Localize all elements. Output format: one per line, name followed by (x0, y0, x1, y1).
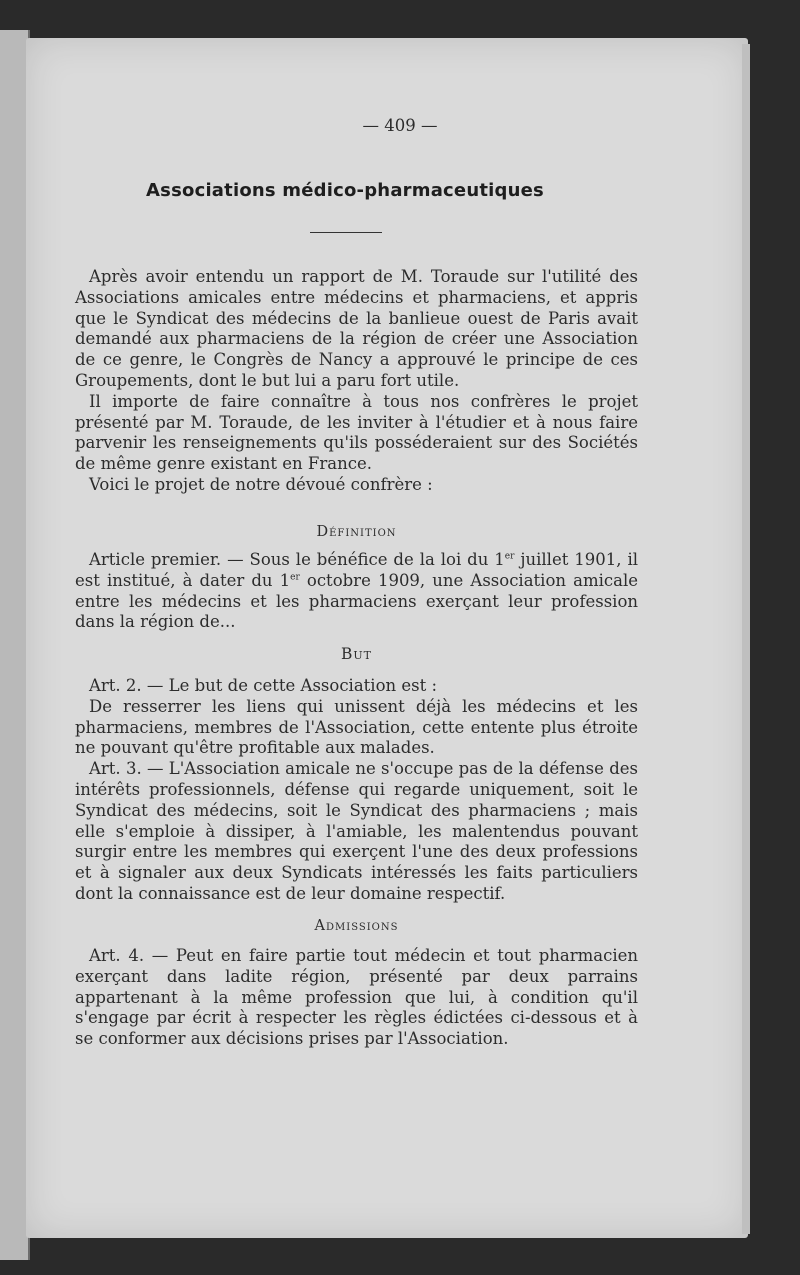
intro-paragraph-2: Il importe de faire connaître à tous nos confrères le projet présenté par M. Toraude, de les inviter à l'étudier et à nous faire parvenir les renseignements qu'ils posséderaient sur des Sociétés de même genre existant en France. (75, 391, 638, 474)
page-number: — 409 — (362, 116, 438, 135)
article-title: Associations médico-pharmaceutiques (146, 180, 544, 201)
article-1-part-c: octobre 1909, une Association amicale entre les médecins et les pharmaciens exerçant leur profession dans la région de... (75, 570, 638, 632)
page-stack-edge (742, 44, 750, 1234)
article-3: Art. 3. — L'Association amicale ne s'occupe pas de la défense des intérêts professionnels, défense qui regarde uniquement, soit le Syndicat des médecins, soit le Syndicat des pharmaciens ; mais elle s'emploie à dissiper, à l'amiable, les malentendus pouvant surgir entre les membres qui exerçent l'une des deux professions et à signaler aux deux Syndicats intéressés les faits particuliers dont la connaissance est de leur domaine respectif. (75, 759, 638, 903)
definition-block (75, 550, 638, 633)
article-4: Art. 4. — Peut en faire partie tout médecin et tout pharmacien exerçant dans ladite région, présenté par deux parrains appartenant à la même profession que lui, à condition qu'il s'engage par écrit à respecter les règles édictées ci-dessous et à se conformer aux décisions prises par l'Association. (75, 946, 638, 1049)
ordinal-sup-1: er (504, 551, 515, 562)
title-rule (310, 232, 382, 233)
heading-but: But (341, 645, 372, 663)
intro-paragraph-3: Voici le projet de notre dévoué confrère : (89, 474, 433, 494)
article-2: Art. 2. — Le but de cette Association est : (89, 676, 438, 695)
intro-paragraph-1: Après avoir entendu un rapport de M. Toraude sur l'utilité des Associations amicales entre médecins et pharmaciens, et appris que le Syndicat des médecins de la banlieue ouest de Paris avait demandé aux pharmaciens de la région de créer une Association de ce genre, le Congrès de Nancy a approuvé le principe de ces Groupements, dont le but lui a paru fort utile. (75, 267, 638, 390)
article-1-part-a: Article premier. — Sous le bénéfice de la loi du 1 (89, 550, 505, 569)
article-2-body: De resserrer les liens qui unissent déjà les médecins et les pharmaciens, membres de l'Association, cette entente plus étroite ne pouvant qu'être profitable aux malades. (75, 696, 638, 758)
heading-definition: Définition (316, 524, 397, 540)
intro-block (75, 267, 638, 496)
ordinal-sup-2: er (290, 572, 300, 583)
book-page (26, 38, 748, 1238)
but-block (75, 676, 638, 905)
article-1 (75, 550, 638, 633)
admissions-block (75, 946, 638, 1050)
article-1-part-b: juillet 1901, il est institué, à dater du 1 (75, 550, 639, 590)
heading-admissions: Admissions (314, 918, 399, 934)
